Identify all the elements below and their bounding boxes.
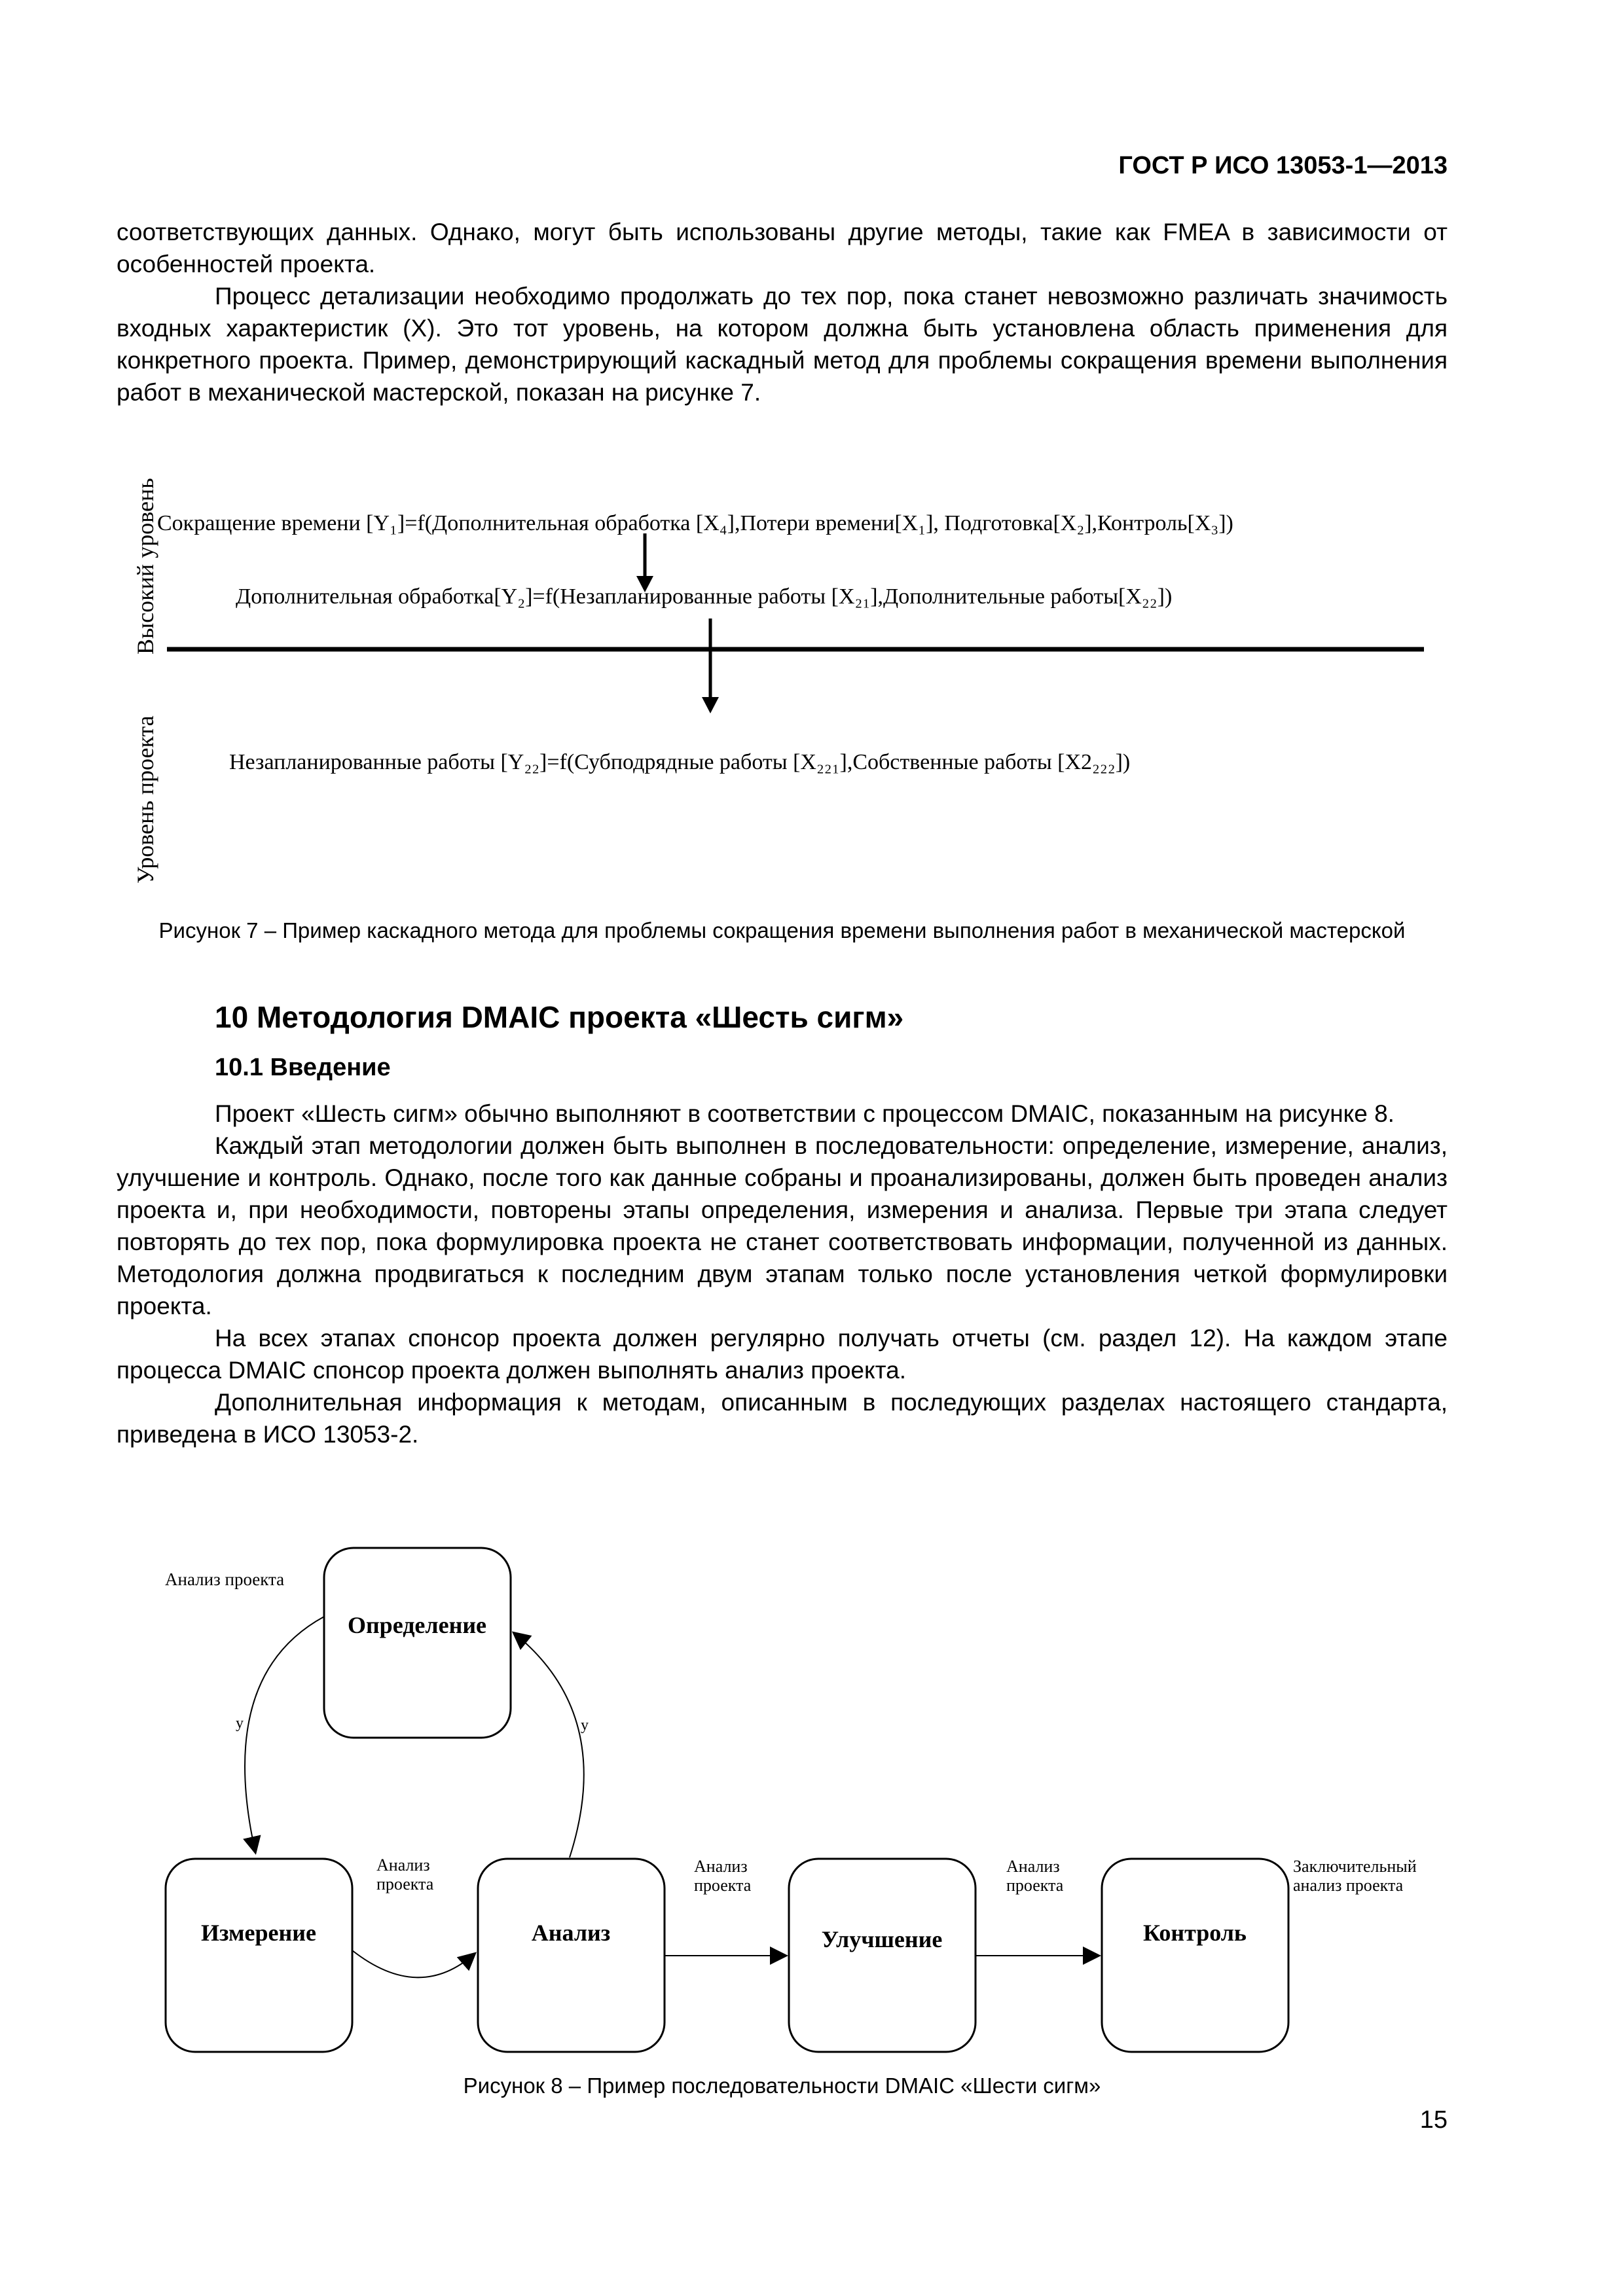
cascade-line-1: Сокращение времени [Y₁]=f(Дополнительная обработка [X₄],Потери времени[X₁], Подготовка[X₂],Контроль[X₃]) [157, 511, 1233, 535]
arrow-define-to-measure [245, 1617, 324, 1852]
arrow-analyze-to-define [514, 1633, 584, 1857]
paragraph: На всех этапах спонсор проекта должен регулярно получать отчеты (см. раздел 12). На каждом этапе процесса DMAIC спонсор проекта должен выполнять анализ проекта. [117, 1325, 1448, 1384]
label-analysis-3-2: проекта [1006, 1876, 1064, 1895]
box-define-label: Определение [347, 1612, 487, 1638]
page-number: 15 [1419, 2106, 1448, 2134]
label-final-review-1: Заключительный [1293, 1857, 1417, 1876]
label-analysis-2-2: проекта [694, 1876, 752, 1895]
cascade-line-2: Дополнительная обработка[Y₂]=f(Незапланированные работы [X₂₁],Дополнительные работы[X₂₂]) [236, 584, 1173, 609]
axis-label-project-level: Уровень проекта [132, 715, 158, 884]
paragraph: соответствующих данных. Однако, могут быть использованы другие методы, такие как FMEA в зависимости от особенностей проекта. [117, 219, 1448, 278]
box-control [1102, 1859, 1288, 2052]
label-analysis-mid-1: Анализ [376, 1856, 430, 1874]
box-analyze [478, 1859, 665, 2052]
box-define [324, 1548, 511, 1738]
cascade-line-3: Незапланированные работы [Y₂₂]=f(Субподрядные работы [X₂₂₁],Собственные работы [X2₂₂₂]) [229, 750, 1131, 774]
arrow-measure-to-analyze [352, 1950, 475, 1977]
paragraph: Проект «Шесть сигм» обычно выполняют в соответствии с процессом DMAIC, показанным на рисунке 8. [215, 1100, 1395, 1127]
section-title: 10 Методология DMAIC проекта «Шесть сигм» [215, 1000, 904, 1034]
box-improve [789, 1859, 976, 2052]
paragraph: Процесс детализации необходимо продолжать до тех пор, пока станет невозможно различать значимость входных характеристик (X). Это тот уровень, на котором должна быть установлена область применения для конкретного проекта. Пример, демонстрирующий каскадный метод для проблемы сокращения времени выполнения работ в механической мастерской, показан на рисунке 7. [117, 283, 1448, 406]
label-analysis-mid-2: проекта [376, 1874, 434, 1893]
box-improve-label: Улучшение [821, 1926, 943, 1952]
label-final-review-2: анализ проекта [1293, 1876, 1404, 1895]
figure-7-caption: Рисунок 7 – Пример каскадного метода для проблемы сокращения времени выполнения работ в механической мастерской [158, 918, 1406, 942]
paragraph: Дополнительная информация к методам, описанным в последующих разделах настоящего стандарта, приведена в ИСО 13053-2. [117, 1389, 1448, 1448]
axis-label-high-level: Высокий уровень [132, 478, 158, 655]
label-y-left: y [236, 1715, 244, 1732]
paragraph: Каждый этап методологии должен быть выполнен в последовательности: определение, измерение, анализ, улучшение и контроль. Однако, после того как данные собраны и проанализированы, должен быть проведен анализ проекта и, при необходимости, повторены этапы определения, измерения и анализа. Первые три этапа следует повторять до тех пор, пока формулировка проекта не станет соответствовать информации, полученной из данных. Методология должна продвигаться к последним двум этапам только после установления четкой формулировки проекта. [117, 1132, 1448, 1319]
label-project-review-top: Анализ проекта [165, 1570, 285, 1589]
figure-8-caption: Рисунок 8 – Пример последовательности DMAIC «Шести сигм» [463, 2073, 1101, 2098]
label-analysis-3-1: Анализ [1006, 1857, 1060, 1876]
box-control-label: Контроль [1143, 1920, 1247, 1946]
box-measure-label: Измерение [201, 1920, 316, 1946]
box-analyze-label: Анализ [531, 1920, 611, 1946]
box-measure [166, 1859, 352, 2052]
label-analysis-2-1: Анализ [694, 1857, 748, 1876]
subsection-title: 10.1 Введение [215, 1054, 391, 1081]
document-header: ГОСТ Р ИСО 13053-1—2013 [1118, 152, 1448, 179]
label-y-right: y [581, 1717, 589, 1734]
